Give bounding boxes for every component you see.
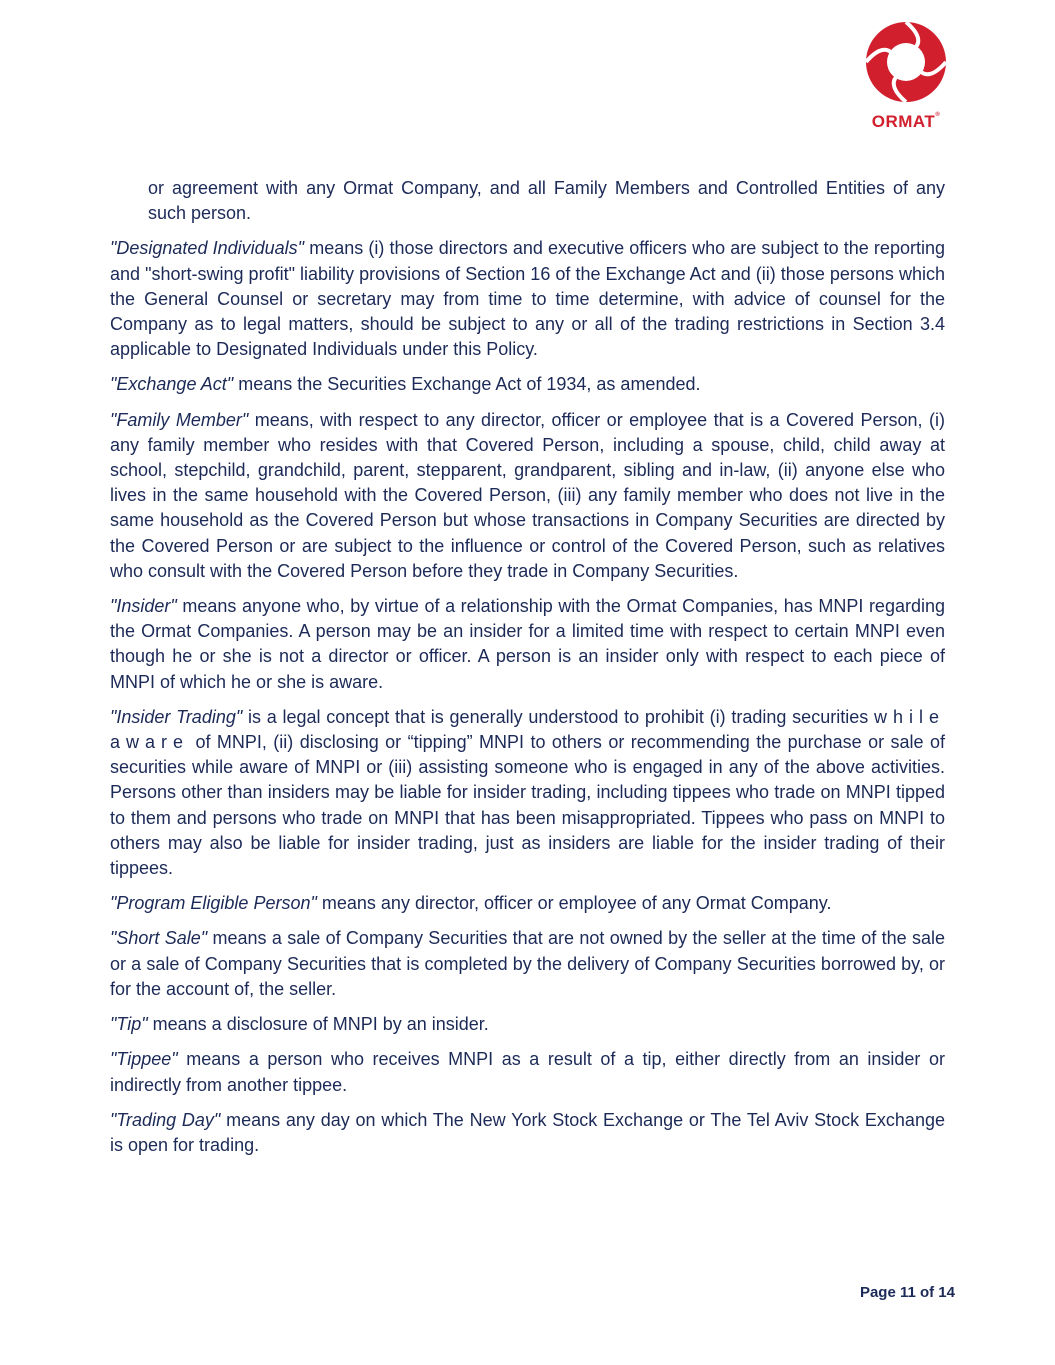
definition-text: means a disclosure of MNPI by an insider. xyxy=(152,1014,489,1035)
definition-insider xyxy=(110,594,945,695)
ormat-logo-icon xyxy=(864,20,948,104)
definition-tippee xyxy=(110,1047,945,1097)
definition-term: "Program Eligible Person" xyxy=(110,893,317,914)
definition-text: means (i) those directors and executive officers who are subject to the reporting and "short-swing profit" liability provisions of Section 16 of the Exchange Act and (ii) those persons which the General Counsel or secretary may from time to time determine, with advice of counsel for the Company as to legal matters, should be subject to any or all of the trading restrictions in Section 3.4 applicable to Designated Individuals under this Policy. xyxy=(110,238,945,360)
definition-term: "Tippee" xyxy=(110,1049,178,1070)
definition-text: means the Securities Exchange Act of 1934, as amended. xyxy=(238,374,701,395)
definition-text: means a person who receives MNPI as a result of a tip, either directly from an insider or indirectly from another tippee. xyxy=(110,1049,945,1095)
continuation-paragraph: or agreement with any Ormat Company, and all Family Members and Controlled Entities of any such person. xyxy=(148,178,945,224)
definition-text-spaced: while aware xyxy=(110,706,945,753)
definition-trading-day xyxy=(110,1108,945,1158)
definition-text: means anyone who, by virtue of a relationship with the Ormat Companies, has MNPI regarding the Ormat Companies. A person may be an insider for a limited time with respect to certain MNPI even though he or she is not a director or officer. A person is an insider only with respect to each piece of MNPI of which he or she is aware. xyxy=(110,596,945,692)
definition-exchange-act xyxy=(110,372,945,397)
ormat-logo xyxy=(858,20,954,132)
page-number: Page 11 of 14 xyxy=(859,1284,955,1301)
definition-family-member xyxy=(110,408,945,584)
definition-text: means any director, officer or employee of any Ormat Company. xyxy=(321,893,832,914)
definition-text: means, with respect to any director, officer or employee that is a Covered Person, (i) any family member who resides with that Covered Person, including a spouse, child, child away at school, stepchild, grandchild, parent, stepparent, grandparent, sibling and in-law, (ii) anyone else who lives in the same household with the Covered Person, (iii) any family member who does not live in the same household as the Covered Person but whose transactions in Company Securities are directed by the Covered Person or are subject to the influence or control of the Covered Person, such as relatives who consult with the Covered Person before they trade in Company Securities. xyxy=(110,409,945,581)
definition-short-sale xyxy=(110,926,945,1002)
definition-term: "Short Sale" xyxy=(110,928,208,949)
logo-wordmark: ORMAT® xyxy=(871,112,941,131)
definition-term: "Trading Day" xyxy=(110,1109,221,1130)
definition-insider-trading xyxy=(110,705,945,881)
definition-term: "Exchange Act" xyxy=(110,374,234,395)
definition-term: "Insider" xyxy=(110,596,177,617)
definition-program-eligible-person xyxy=(110,891,945,916)
definitions-body xyxy=(110,176,945,1168)
definition-term: "Tip" xyxy=(110,1014,148,1035)
definition-term: "Insider Trading" xyxy=(110,706,243,727)
definition-text: means any day on which The New York Stock Exchange or The Tel Aviv Stock Exchange is open for trading. xyxy=(110,1109,945,1155)
definition-text: means a sale of Company Securities that are not owned by the seller at the time of the sale or a sale of Company Securities that is completed by the delivery of Company Securities borrowed by, or for the account of, the seller. xyxy=(110,928,945,999)
definition-text: is a legal concept that is generally understood to prohibit (i) trading securities xyxy=(248,706,874,727)
definition-text: of MNPI, (ii) disclosing or “tipping” MNPI to others or recommending the purchase or sale of securities while aware of MNPI or (iii) assisting someone who is engaged in any of the above activities. Persons other than insiders may be liable for insider trading, including tippees who trade on MNPI tipped to them and persons who trade on MNPI that has been misappropriated. Tippees who pass on MNPI to others may also be liable for insider trading, just as insiders are liable for the insider trading of their tippees. xyxy=(110,732,945,879)
definition-term: "Family Member" xyxy=(110,409,249,430)
definition-term: "Designated Individuals" xyxy=(110,238,305,259)
definition-designated-individuals xyxy=(110,236,945,362)
definition-tip xyxy=(110,1012,945,1037)
